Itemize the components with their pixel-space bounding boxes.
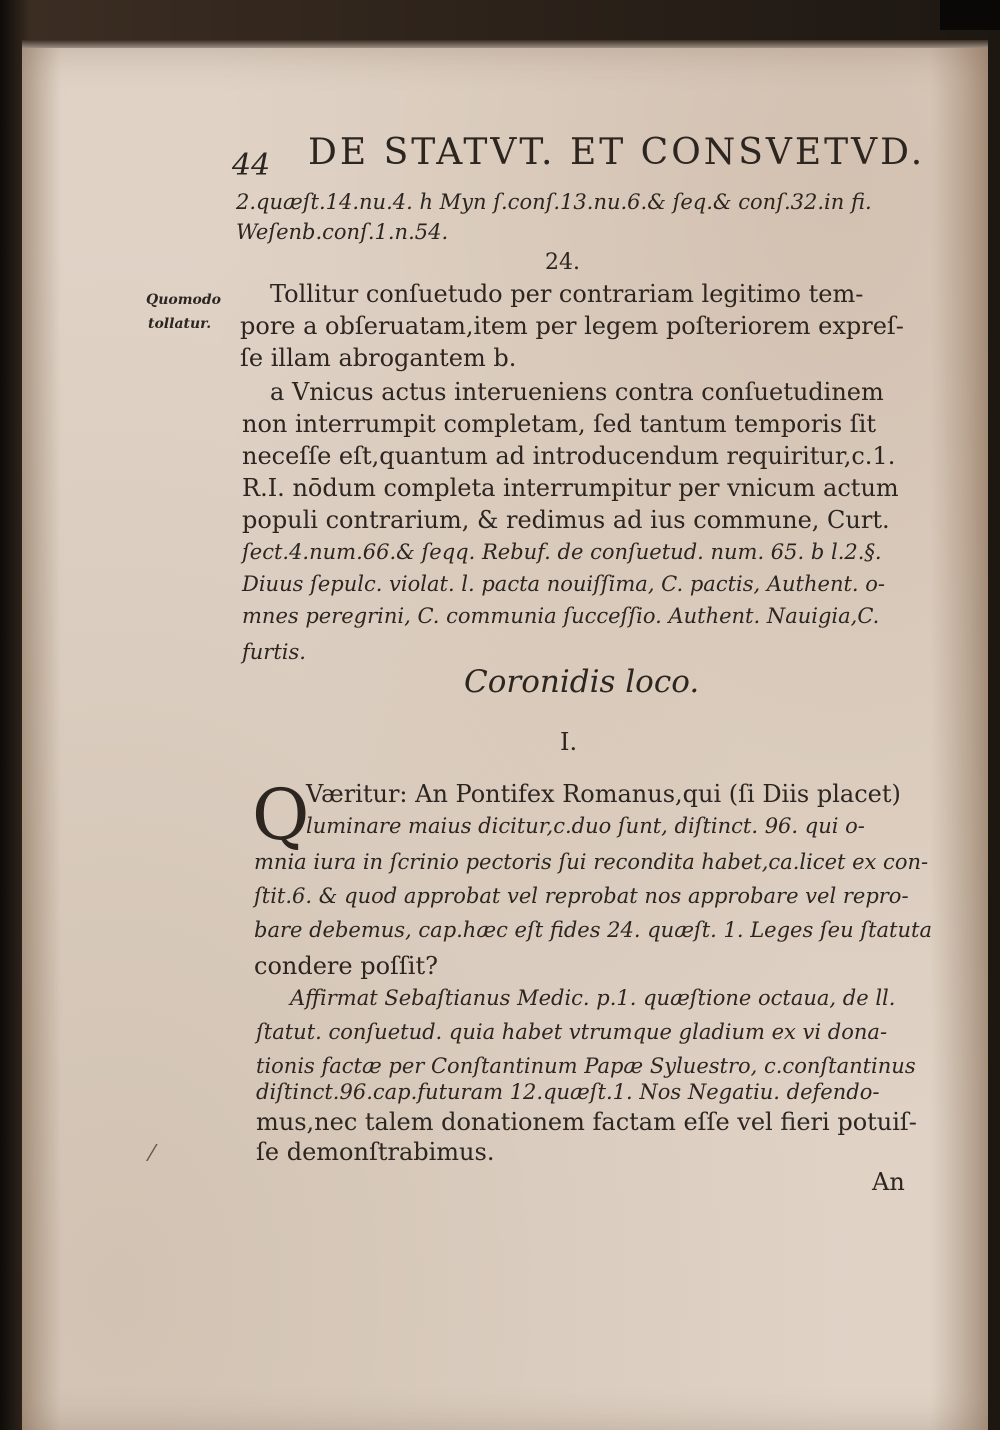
text-line: mnia iura in ſcrinio pectoris ſui recondita habet,ca.licet ex con- — [254, 850, 929, 874]
text-line: non interrumpit completam, ſed tantum temporis ſit — [242, 410, 876, 438]
text-line: mnes peregrini, C. communia ſucceſſio. Authent. Nauigia,C. — [242, 604, 880, 628]
text-line: ſe demonſtrabimus. — [256, 1138, 495, 1166]
text-line: Væritur: An Pontifex Romanus,qui (ſi Diis placet) — [306, 780, 901, 808]
book-page — [22, 48, 988, 1430]
text-line: Tollitur conſuetudo per contrariam legitimo tem- — [270, 280, 864, 308]
text-line: bare debemus, cap.hæc eſt fides 24. quæſt. 1. Leges ſeu ſtatuta — [254, 918, 932, 942]
text-line: Affirmat Sebaſtianus Medic. p.1. quæſtione octaua, de ll. — [290, 986, 896, 1010]
drop-cap: Q — [252, 774, 310, 856]
text-line: ſect.4.num.66.& ſeqq. Rebuf. de conſuetud. num. 65. b l.2.§. — [242, 540, 882, 564]
text-line: mus,nec talem donationem factam eſſe vel fieri potuiſ- — [256, 1108, 917, 1136]
note-line: Weſenb.conſ.1.n.54. — [236, 220, 449, 244]
text-line: R.I. nōdum completa interrumpitur per vnicum actum — [242, 474, 899, 502]
text-line: tionis factæ per Conſtantinum Papæ Syluestro, c.conſtantinus — [256, 1054, 916, 1078]
text-line: pore a obſeruatam,item per legem poſteriorem expreſ- — [240, 312, 904, 340]
text-line: neceſſe eſt,quantum ad introducendum requiritur,c.1. — [242, 442, 896, 470]
text-line: populi contrarium, & redimus ad ius commune, Curt. — [242, 506, 890, 534]
note-line: 2.quæſt.14.nu.4. h Myn ſ.conſ.13.nu.6.& ſeq.& conſ.32.in fi. — [236, 190, 872, 214]
text-line: ſtatut. conſuetud. quia habet vtrumque gladium ex vi dona- — [256, 1020, 888, 1044]
margin-note-line: Quomodo — [146, 292, 221, 308]
text-line: luminare maius dicitur,c.duo ſunt, diſtinct. 96. qui o- — [306, 814, 865, 838]
text-line: ſe illam abrogantem b. — [240, 344, 517, 372]
page-number: 44 — [232, 148, 271, 183]
text-line: ſtit.6. & quod approbat vel reprobat nos approbare vel repro- — [254, 884, 909, 908]
coronis-heading: Coronidis loco. — [464, 664, 700, 700]
margin-note-line: tollatur. — [148, 316, 212, 332]
ink-mark: ⁄ — [150, 1142, 154, 1167]
catchword: An — [872, 1168, 905, 1196]
coronis-number: I. — [560, 728, 578, 756]
scan-dark-corner — [940, 0, 1000, 30]
running-title: DE STATVT. ET CONSVETVD. — [308, 132, 926, 173]
text-line: condere poſſit? — [254, 952, 438, 980]
text-line: diſtinct.96.cap.futuram 12.quæſt.1. Nos Negatiu. defendo- — [256, 1080, 880, 1104]
text-line: furtis. — [242, 640, 306, 664]
text-line: Diuus ſepulc. violat. l. pacta nouiſſima, C. pactis, Authent. o- — [242, 572, 885, 596]
text-line: a Vnicus actus interueniens contra conſuetudinem — [270, 378, 884, 406]
section-number: 24. — [545, 250, 580, 275]
